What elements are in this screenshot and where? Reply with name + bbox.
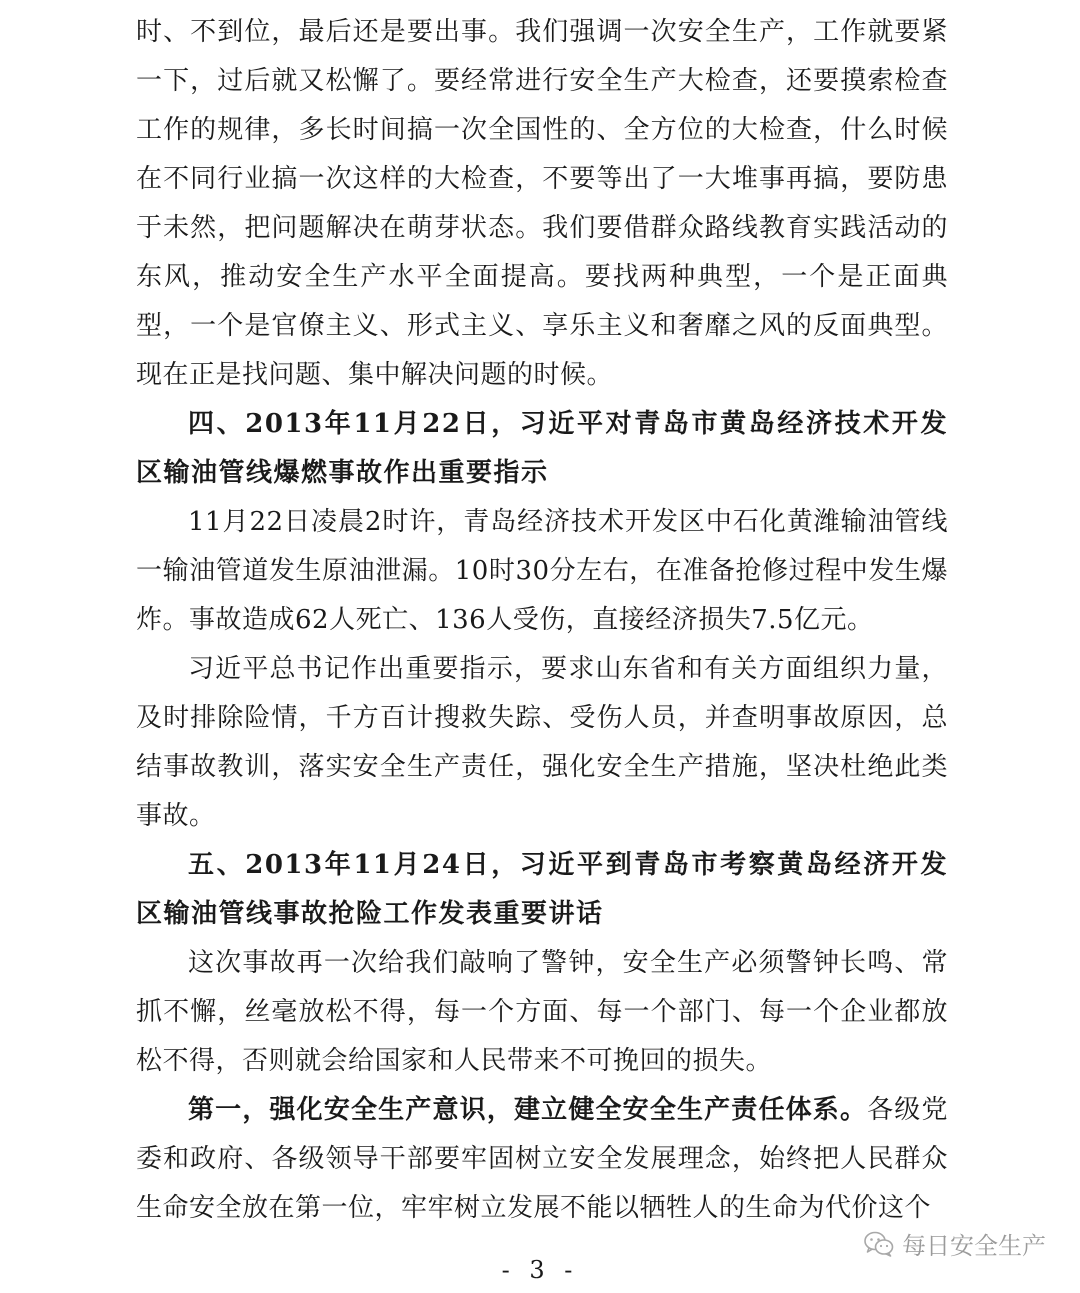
wechat-icon xyxy=(864,1231,894,1257)
paragraph-body-5 xyxy=(136,1086,948,1233)
section-heading-4: 四、2013年11月22日，习近平对青岛市黄岛经济技术开发区输油管线爆燃事故作出重要指示 xyxy=(136,409,948,488)
paragraph-body-2: 11月22日凌晨2时许，青岛经济技术开发区中石化黄潍输油管线一输油管道发生原油泄漏。10时30分左右，在准备抢修过程中发生爆炸。事故造成62人死亡、136人受伤，直接经济损失7.5亿元。 xyxy=(136,507,948,635)
paragraph-bold-lead: 第一，强化安全生产意识，建立健全安全生产责任体系。 xyxy=(188,1095,868,1125)
paragraph-body-5-text: 各级党委和政府、各级领导干部要牢固树立安全发展理念，始终把人民群众生命安全放在第一位，牢牢树立发展不能以牺牲人的生命为代价这个 xyxy=(136,1095,948,1223)
document-page xyxy=(136,0,948,1233)
paragraph-body-3: 习近平总书记作出重要指示，要求山东省和有关方面组织力量，及时排除险情，千方百计搜救失踪、受伤人员，并查明事故原因，总结事故教训，落实安全生产责任，强化安全生产措施，坚决杜绝此类事故。 xyxy=(136,654,948,831)
watermark-label: 每日安全生产 xyxy=(902,1232,1046,1260)
section-heading-5: 五、2013年11月24日，习近平到青岛市考察黄岛经济开发区输油管线事故抢险工作发表重要讲话 xyxy=(136,850,948,929)
page-number: - 3 - xyxy=(501,1256,579,1284)
paragraph-body-4: 这次事故再一次给我们敲响了警钟，安全生产必须警钟长鸣、常抓不懈，丝毫放松不得，每一个方面、每一个部门、每一个企业都放松不得，否则就会给国家和人民带来不可挽回的损失。 xyxy=(136,948,948,1076)
paragraph-body-1: 时、不到位，最后还是要出事。我们强调一次安全生产，工作就要紧一下，过后就又松懈了。要经常进行安全生产大检查，还要摸索检查工作的规律，多长时间搞一次全国性的、全方位的大检查，什么时候在不同行业搞一次这样的大检查，不要等出了一大堆事再搞，要防患于未然，把问题解决在萌芽状态。我们要借群众路线教育实践活动的东风，推动安全生产水平全面提高。要找两种典型，一个是正面典型，一个是官僚主义、形式主义、享乐主义和奢靡之风的反面典型。现在正是找问题、集中解决问题的时候。 xyxy=(136,17,948,390)
